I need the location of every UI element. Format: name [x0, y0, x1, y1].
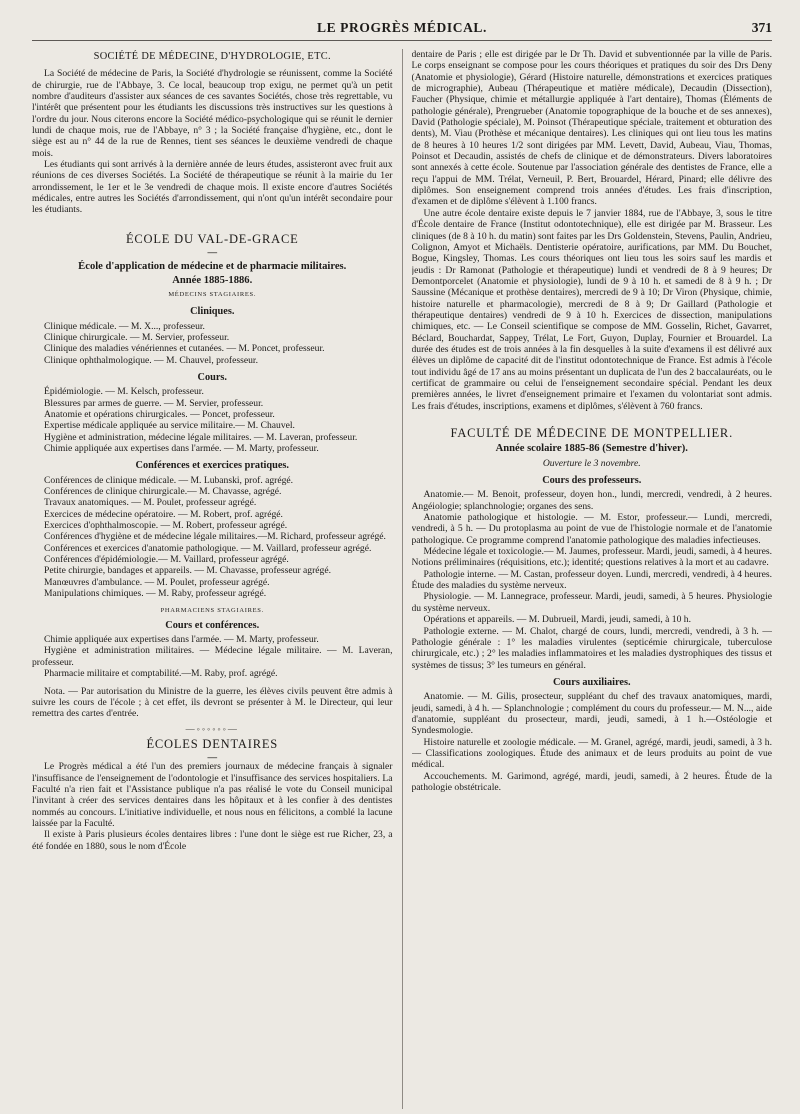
- professor-course-entry: Pathologie externe. — M. Chalot, chargé de cours, lundi, mercredi, vendredi, à 3 h. — Pathologie générale : 1° les maladies virulentes (septicémie chirurgicale, tuberculose chirurgicale, etc.) ; 2° les maladies inflammatoires et les maladies dystrophiques des tissus et systèmes de tissus; 3° les tumeurs en général.: [411, 625, 772, 671]
- conference-entry: Petite chirurgie, bandages et appareils. — M. Chavasse, professeur agrégé.: [44, 565, 332, 577]
- cours-entry: Chimie appliquée aux expertises dans l'armée. — M. Marty, professeur.: [44, 442, 319, 454]
- clinique-entry: Clinique des maladies vénériennes et cutanées. — M. Poncet, professeur.: [44, 343, 325, 355]
- conference-entry: Conférences d'hygiène et de médecine légale militaires.—M. Richard, professeur agrégé.: [44, 531, 386, 543]
- cours-conference-entry: Pharmacie militaire et comptabilité.—M. Raby, prof. agrégé.: [44, 668, 278, 680]
- left-column: [32, 49, 393, 1109]
- cours-conference-entry: Hygiène et administration militaires. — Médecine légale militaire. — M. Laveran, professeur.: [32, 645, 393, 668]
- conference-entry: Conférences d'épidémiologie.— M. Vaillard, professeur agrégé.: [44, 554, 289, 566]
- medecins-stagiaires-heading: MÉDECINS STAGIAIRES.: [168, 290, 257, 298]
- dental-schools-title: ÉCOLES DENTAIRES: [146, 736, 279, 751]
- school-title: ÉCOLE DU VAL-DE-GRACE: [125, 231, 299, 246]
- dental-paragraph-4: Une autre école dentaire existe depuis le 7 janvier 1884, rue de l'Abbaye, 3, sous le titre d'École dentaire de France (Institut odontotechnique), elle est dirigée par M. Brasseur. Les cliniques (de 8 à 10 h. du matin) sont faites par les Drs Goldenstein, Stevens, Paulin, Andrieu, Colignon, Amyot et Michaëls. Dentisterie opératoire, aurifications, par MM. Du Bouchet, Bogue, Kingsley, Thomas. Les cours théoriques ont lieu tous les soirs sauf les mardis et jeudis : Dr Ramonat (Pathologie et thérapeutique) lundi et vendredi de 8 à 9 heures; Dr Demontporcelet (Anatomie et physiologie), lundi de 9 à 10 h. et samedi de 8 à 9 h. ; Dr Saussine (Mécanique et prothèse dentaires), mercredi de 9 à 10; Dr Viron (Physique, chimie, histoire naturelle et pharmacologie), mercredi de 8 à 9; Dr Gaillard (Pathologie et thérapeutique dentaires) vendredi de 9 à 10 h. Exercices de dissection, manipulations chimiques, etc. — Le Conseil scientifique se compose de MM. Gosselin, Richet, Gavarret, Béclard, Bouchardat, Sappey, Trélat, Le Fort, Guyon, Duplay, Fournier et Brouardel. La durée des études est de trois années à la fin desquelles à la suite d'examens il est délivré aux élèves un diplôme de capacité dit de l'institut odontotechnique de France. Est admis à l'école tout individu âgé de 17 ans au moins présentant un duplicata de l'un des 2 baccalauréats, ou le certificat de grammaire ou celui de l'enseignement secondaire spécial. Pendant les deux premières années, le livret d'enseignement primaire et l'examen du volontariat sont admis. Les frais d'études, inscriptions, examens et diplômes, s'élèvent à 760 francs.: [411, 207, 772, 412]
- clinique-entry: Clinique médicale. — M. X..., professeur.: [44, 320, 205, 332]
- professor-course-entry: Anatomie pathologique et histologie. — M. Estor, professeur.— Lundi, mercredi, vendredi, à 5 h. — Du protoplasma au point de vue de l'histologie normale et de l'anatomie pathologique. Ce programme comprend l'anatomie pathologique des maladies infectieuses.: [411, 512, 772, 546]
- auxiliary-course-entry: Histoire naturelle et zoologie médicale. — M. Granel, agrégé, mardi, jeudi, samedi, à 3 h. — Classifications zoologiques. Étude des animaux et de leurs produits au point de vue médical.: [411, 736, 772, 771]
- journal-title: LE PROGRÈS MÉDICAL.: [316, 20, 488, 35]
- running-header: [32, 18, 772, 41]
- society-paragraph-1: La Société de médecine de Paris, la Société d'hydrologie se réunissent, comme la Société de chirurgie, rue de l'Abbaye, 3. Ce local, beaucoup trop exigu, ne permet qu'à un petit nombre d'auditeurs d'assister aux séances de ces savantes Sociétés, chose très regrettable, vu l'intérêt que présentent pour les étudiants les discussions très instructives sur les questions à l'ordre du jour. Nous citerons encore la Société médico-psychologique qui se réunit le dernier lundi de chaque mois, rue de l'Abbaye, n° 3 ; la Société française d'hygiène, etc., dont le siège est au n° 44 de la rue de Rennes, tient ses séances le deuxième vendredi de chaque mois.: [32, 68, 393, 159]
- faculty-opening: Ouverture le 3 novembre.: [542, 457, 641, 469]
- faculty-year: Année scolaire 1885-86 (Semestre d'hiver).: [495, 443, 688, 455]
- conference-entry: Conférences de clinique chirurgicale.— M. Chavasse, agrégé.: [44, 486, 282, 497]
- cours-entry: Hygiène et administration, médecine légale militaires. — M. Laveran, professeur.: [44, 431, 358, 443]
- auxiliary-courses-heading: Cours auxiliaires.: [552, 676, 631, 688]
- clinique-entry: Clinique chirurgicale. — M. Servier, professeur.: [44, 331, 230, 343]
- dental-paragraph-2: Il existe à Paris plusieurs écoles dentaires libres : l'une dont le siège est rue Richer, 23, a été fondée en 1880, sous le nom d'École: [32, 829, 393, 852]
- cliniques-heading: Cliniques.: [190, 306, 235, 318]
- title-dash: —: [207, 247, 218, 259]
- society-title: SOCIÉTÉ DE MÉDECINE, D'HYDROLOGIE, ETC.: [93, 51, 331, 62]
- pharmaciens-stagiaires-heading: PHARMACIENS STAGIAIRES.: [160, 607, 264, 615]
- auxiliary-course-entry: Anatomie. — M. Gilis, prosecteur, suppléant du chef des travaux anatomiques, mardi, jeudi, samedi, à 4 h. — Splanchnologie ; complément du cours du professeur.— M. N..., aide d'anatomie, suppléant du prosecteur, mardi, jeudi, samedi, à 1 h.—Ostéologie et Syndesmologie.: [411, 691, 772, 737]
- clinique-entry: Clinique ophthalmologique. — M. Chauvel, professeur.: [44, 354, 258, 366]
- right-column: [412, 49, 773, 1109]
- title-dash: —: [207, 752, 218, 764]
- cours-conference-entry: Chimie appliquée aux expertises dans l'armée. — M. Marty, professeur.: [44, 634, 319, 646]
- conference-entry: Manipulations chimiques. — M. Raby, professeur agrégé.: [44, 588, 267, 600]
- nota-paragraph: Nota. — Par autorisation du Ministre de la guerre, les élèves civils peuvent être admis à suivre les cours de l'école ; à cet effet, ils devront se présenter à M. le Directeur, qui leur remettra des cartes d'entrée.: [32, 685, 393, 720]
- auxiliary-course-entry: Accouchements. M. Garimond, agrégé, mardi, jeudi, samedi, à 2 heures. Étude de la pathologie obstétricale.: [411, 770, 772, 793]
- conferences-heading: Conférences et exercices pratiques.: [135, 460, 289, 472]
- professors-courses-heading: Cours des professeurs.: [542, 475, 642, 487]
- conference-entry: Exercices de médecine opératoire. — M. Robert, prof. agrégé.: [44, 508, 283, 520]
- conference-entry: Conférences de clinique médicale. — M. Lubanski, prof. agrégé.: [44, 474, 294, 486]
- conference-entry: Manœuvres d'ambulance. — M. Poulet, professeur agrégé.: [44, 576, 270, 588]
- page-number: 371: [751, 20, 772, 35]
- cours-conferences-heading: Cours et conférences.: [165, 619, 260, 631]
- conference-entry: Exercices d'ophthalmoscopie. — M. Robert, professeur agrégé.: [44, 520, 288, 532]
- conference-entry: Travaux anatomiques. — M. Poulet, professeur agrégé.: [44, 497, 257, 509]
- cours-entry: Anatomie et opérations chirurgicales. — Poncet, professeur.: [44, 408, 275, 420]
- conference-entry: Conférences et exercices d'anatomie pathologique. — M. Vaillard, professeur agrégé.: [44, 542, 372, 554]
- professor-course-entry: Opérations et appareils. — M. Dubrueil, Mardi, jeudi, samedi, à 10 h.: [423, 614, 691, 626]
- professor-course-entry: Médecine légale et toxicologie.— M. Jaumes, professeur. Mardi, jeudi, samedi, à 4 heures. Notions préliminaires (réquisitions, etc.); identité; questions relatives à la mort et au cadavre.: [411, 546, 772, 569]
- dental-paragraph-1: Le Progrès médical a été l'un des premiers journaux de médecine français à signaler l'insuffisance de l'enseignement de l'odontologie et l'insuffisance des services hospitaliers. La Faculté n'a rien fait et l'Assistance publique n'a pas réalisé le vote du Conseil municipal l'invitant à créer des services dentaires dans les hôpitaux et à les confier à des dentistes nommés au concours. L'initiative individuelle, et nous nous en félicitons, a comblé la lacune laissée par la Faculté.: [32, 761, 393, 829]
- school-subtitle: École d'application de médecine et de pharmacie militaires.: [78, 261, 347, 273]
- faculty-title: FACULTÉ DE MÉDECINE DE MONTPELLIER.: [450, 426, 733, 440]
- section-ornament: —◦◦◦◦◦◦—: [185, 723, 239, 734]
- professor-course-entry: Pathologie interne. — M. Castan, professeur doyen. Lundi, mercredi, vendredi, à 4 heures. Étude des maladies du système nerveux.: [411, 568, 772, 592]
- column-rule: [402, 49, 403, 1109]
- two-column-body: [32, 49, 772, 1109]
- cours-heading: Cours.: [197, 371, 227, 383]
- professor-course-entry: Physiologie. — M. Lannegrace, professeur. Mardi, jeudi, samedi, à 5 heures. Physiologie du système nerveux.: [411, 591, 772, 614]
- school-year: Année 1885-1886.: [172, 274, 253, 286]
- cours-entry: Blessures par armes de guerre. — M. Servier, professeur.: [44, 397, 264, 409]
- cours-entry: Expertise médicale appliquée au service militaire.— M. Chauvel.: [44, 420, 295, 432]
- cours-entry: Épidémiologie. — M. Kelsch, professeur.: [44, 386, 204, 398]
- professor-course-entry: Anatomie.— M. Benoit, professeur, doyen hon., lundi, mercredi, vendredi, à 2 heures. Angéiologie; splanchnologie; organes des sens.: [411, 489, 772, 512]
- society-paragraph-2: Les étudiants qui sont arrivés à la dernière année de leurs études, assisteront avec fruit aux réunions de ces diverses Sociétés. La Société de thérapeutique se réunit à la mairie du 1er arrondissement, le 1er et le 3e vendredi de chaque mois. Il existe encore d'autres Sociétés médicales, entre autres les Sociétés d'arrondissement, qui n'ont qu'un intérêt secondaire pour les étudiants.: [32, 159, 393, 216]
- dental-paragraph-3: dentaire de Paris ; elle est dirigée par le Dr Th. David et subventionnée par la ville de Paris. Le corps enseignant se compose pour les cours théoriques et pratiques du soir des Drs Deny (Anatomie et physiologie), Gérard (Histoire naturelle, démonstrations et exercices pratiques de micrographie), Aubeau (Thérapeutique et matière médicale), Decaudin (Dissection), Faucher (Physique, chimie et métallurgie appliquée à l'art dentaire), Thomas (Éléments de pathologie générale), Prengrueber (Anatomie topographique de la bouche et de ses annexes), David (Pathologie spéciale), M. Poinsot (Thérapeutique spéciale, traitement et obturation des dents), M. Viau (Prothèse et mécanique dentaires). Les cliniques qui ont lieu tous les matins de 8 heures à 10 heures 1/2 sont dirigées par MM. Levett, David, Aubeau, Viau, Thomas, Poinsot et Decaudin, assistés de chefs de clinique et de démonstrateurs. Divers laboratoires sont annexés à cette école. Soutenue par l'association générale des dentistes de France, elle a reçu l'appui de MM. Trélat, Verneuil, P. Bert, Brouardel, Hérard, Pinard; elle délivre des diplômes. Son enseignement comprend trois années d'études. Les frais d'inscription, d'examen et de diplôme s'élèvent à 1.100 francs.: [411, 49, 772, 208]
